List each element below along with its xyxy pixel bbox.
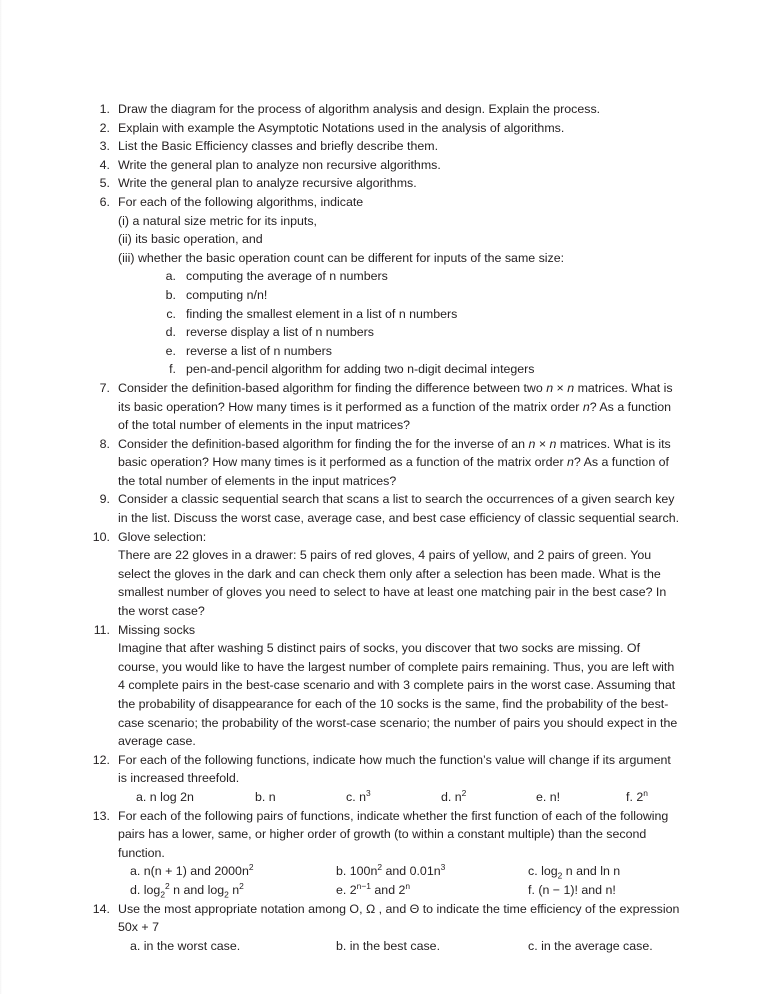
question-item <box>86 379 682 435</box>
question-item <box>86 751 682 807</box>
question-number: 11. <box>93 622 110 637</box>
question-item <box>86 100 682 119</box>
option-choice: c. $n^3$ <box>346 787 371 804</box>
question-text: Missing socks <box>118 622 196 637</box>
question-text: For each of the following algorithms, indicate <box>118 194 364 209</box>
question-text: Consider a classic sequential search that scans a list to search the occurrences of a given search key in the list. Discuss the worst case, average case, and best case efficiency of classic sequential search. <box>118 492 680 526</box>
question-item <box>86 900 682 956</box>
question-item <box>86 807 682 900</box>
option-choice: b. $100n^2$ and $0.01n^3$ <box>336 862 446 879</box>
question-text: Draw the diagram for the process of algorithm analysis and design. Explain the process. <box>118 102 601 116</box>
question-number: 13. <box>92 808 110 823</box>
question-item <box>86 137 682 156</box>
question-subline: (iii) whether the basic operation count can be different for inputs of the same size: <box>118 250 565 265</box>
option-choice: f. (n − 1)! and n! <box>528 882 616 897</box>
option-choice: f. 2$^n$ <box>626 787 648 804</box>
option-row <box>118 881 682 900</box>
question-text: For each of the following functions, indicate how much the function’s value will change if its argument is increased threefold. <box>118 752 671 786</box>
question-item <box>86 119 682 138</box>
question-subline: (ii) its basic operation, and <box>118 232 263 247</box>
question-number: 10. <box>92 529 110 544</box>
option-choice: a. in the worst case. <box>130 938 241 953</box>
sublist-text: computing the average of n numbers <box>186 269 388 284</box>
sublist-item <box>160 267 682 286</box>
question-number: 6. <box>99 194 110 209</box>
sublist-item <box>160 305 682 324</box>
question-number: 3. <box>99 139 110 154</box>
option-row <box>118 862 682 881</box>
question-item <box>86 174 682 193</box>
sublist-text: reverse a list of n numbers <box>186 343 332 358</box>
question-text: Write the general plan to analyze non recursive algorithms. <box>118 157 441 172</box>
sublist-item <box>160 286 682 305</box>
question-item <box>86 528 682 621</box>
question-number: 5. <box>99 176 110 191</box>
option-choice: e. $2^{n-1}$ and 2$^n$ <box>336 880 411 897</box>
question-number: 7. <box>99 380 110 395</box>
question-number: 9. <box>99 492 110 507</box>
sublist-text: computing n/n! <box>186 287 268 302</box>
option-row <box>118 788 682 807</box>
question-list <box>86 100 682 955</box>
option-row <box>118 937 682 956</box>
option-choice: a. n(n + 1) and $2000n^2$ <box>130 862 254 879</box>
sublist-marker: f. <box>169 362 176 377</box>
option-choice: b. in the best case. <box>336 938 441 953</box>
question-item <box>86 193 682 379</box>
question-item <box>86 490 682 527</box>
sublist-text: finding the smallest element in a list of n numbers <box>186 306 458 321</box>
sublist-item <box>160 342 682 361</box>
sublist-item <box>160 323 682 342</box>
sublist-marker: a. <box>165 269 176 284</box>
option-choice: c. $\log_2 n$ and ln n <box>528 864 621 881</box>
option-choice: d. $\log_2^2 n$ and $\log_2 n^2$ <box>130 880 244 900</box>
option-choice: c. in the average case. <box>528 938 653 953</box>
option-choice: a. n log 2n <box>136 789 194 804</box>
question-text: Write the general plan to analyze recursive algorithms. <box>118 176 417 191</box>
question-item <box>86 156 682 175</box>
sublist-text: pen-and-pencil algorithm for adding two n-digit decimal integers <box>186 362 535 377</box>
question-number: 4. <box>99 157 110 172</box>
question-number: 2. <box>99 120 110 135</box>
question-number: 8. <box>99 436 110 451</box>
question-subline: (i) a natural size metric for its inputs, <box>118 213 318 228</box>
question-text: Explain with example the Asymptotic Notations used in the analysis of algorithms. <box>118 120 565 135</box>
question-sublist <box>118 267 682 379</box>
sublist-item <box>160 360 682 379</box>
question-text: Use the most appropriate notation among O, Ω , and Θ to indicate the time efficiency of the expression 50x + 7 <box>118 901 680 935</box>
option-choice: b. n <box>255 789 276 804</box>
question-subline: There are 22 gloves in a drawer: 5 pairs of red gloves, 4 pairs of yellow, and 2 pairs of green. You select the gloves in the dark and can check them only after a selection has been made. What is the smallest number of gloves you need to select to have at least one matching pair in the best case? In the worst case? <box>118 548 667 619</box>
question-text: Glove selection: <box>118 529 207 544</box>
question-subline: Imagine that after washing 5 distinct pairs of socks, you discover that two socks are missing. Of course, you would like to have the largest number of complete pairs remaining. Thus, you are left with 4 complete pairs in the best-case scenario and with 3 complete pairs in the worst case. Assuming that the probability of disappearance for each of the 10 socks is the same, find the probability of the best-case scenario; the probability of the worst-case scenario; the number of pairs you should expect in the average case. <box>118 641 678 749</box>
sublist-marker: d. <box>165 325 176 340</box>
question-text: List the Basic Efficiency classes and briefly describe them. <box>118 139 439 154</box>
sublist-marker: b. <box>165 287 176 302</box>
question-text: For each of the following pairs of functions, indicate whether the first function of each of the following pairs has a lower, same, or higher order of growth (to within a constant multiple) than the second function. <box>118 808 669 860</box>
question-text: Consider the definition-based algorithm for finding the difference between two n × n matrices. What is its basic operation? How many times is it performed as a function of the matrix order n? As a function of the total number of elements in the input matrices? <box>118 380 673 433</box>
option-choice: d. $n^2$ <box>441 787 467 804</box>
option-choice: e. n! <box>536 789 561 804</box>
sublist-marker: e. <box>165 343 176 358</box>
question-number: 12. <box>92 752 110 767</box>
question-text: Consider the definition-based algorithm for finding the for the inverse of an n × n matrices. What is its basic operation? How many times is it performed as a function of the matrix order n? As a function of the total number of elements in the input matrices? <box>118 436 671 488</box>
question-number: 1. <box>99 102 110 116</box>
sublist-text: reverse display a list of n numbers <box>186 325 375 340</box>
question-number: 14. <box>92 901 110 916</box>
sublist-marker: c. <box>166 306 176 321</box>
question-item <box>86 435 682 491</box>
question-item <box>86 621 682 751</box>
